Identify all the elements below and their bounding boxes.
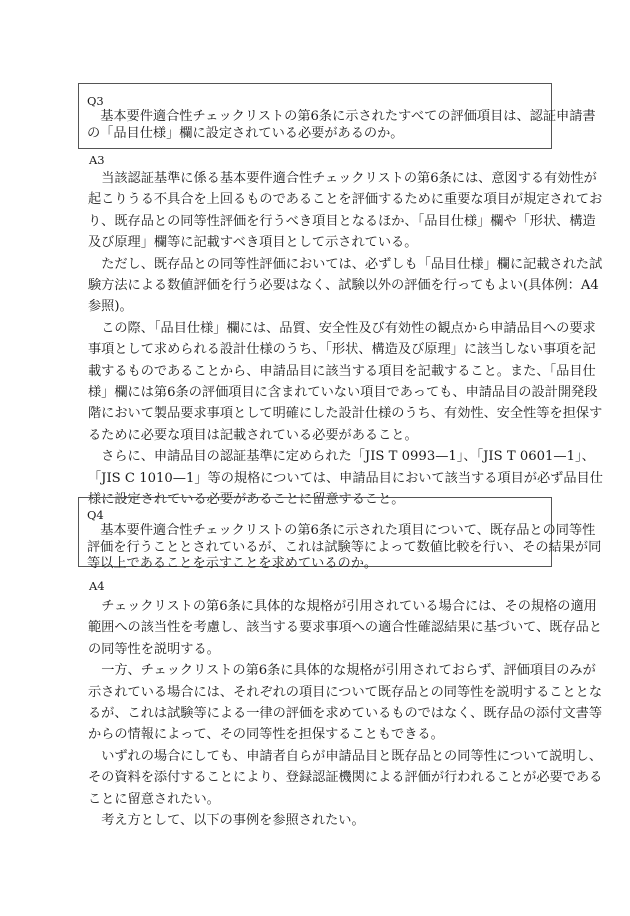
answer-text-a4 — [88, 596, 603, 831]
text-line: 等以上であることを示すことを求めているのか。 — [87, 556, 378, 571]
text-line: の「品目仕様」欄に設定されている必要があるのか。 — [87, 125, 404, 141]
text-line: 及び原理」欄等に記載すべき項目として示されている。 — [88, 235, 418, 251]
paragraph — [88, 254, 603, 318]
paragraph — [88, 596, 603, 660]
text-line: り、既存品との同等性評価を行うべき項目となるほか、「品目仕様」欄や「形状、構造 — [88, 213, 596, 229]
paragraph — [87, 109, 596, 142]
text-line: その資料を添付することにより、登録認証機関による評価が行われることが必要である — [88, 770, 603, 786]
text-line: ただし、既存品との同等性評価においては、必ずしも「品目仕様」欄に記載された試 — [101, 256, 603, 272]
text-line: 考え方として、以下の事例を参照されたい。 — [101, 813, 365, 829]
text-line: 様」欄には第6条の評価項目に含まれていない項目であっても、申請品目の設計開発段 — [88, 385, 598, 401]
text-line: さらに、申請品目の認証基準に定められた「JIS T 0993—1」、「JIS T 0601—1」、 — [101, 449, 595, 465]
text-line: この際、「品目仕様」欄には、品質、安全性及び有効性の観点から申請品目への要求 — [101, 320, 596, 336]
text-line: 験方法による数値評価を行う必要はなく、試験以外の評価を行ってもよい(具体例：A4 — [88, 278, 599, 294]
question-box-q3 — [78, 83, 596, 149]
text-line: の同等性を説明する。 — [88, 641, 220, 657]
text-line: いずれの場合にしても、申請者自らが申請品目と既存品との同等性について説明し、 — [101, 748, 603, 764]
question-label: Q3 — [87, 94, 104, 108]
text-line: からの情報によって、その同等性を担保することもできる。 — [88, 727, 444, 743]
paragraph — [87, 523, 602, 573]
text-line: ことに留意されたい。 — [88, 791, 220, 807]
answer-text-a3 — [88, 168, 603, 511]
text-line: 「JIS C 1010—1」等の規格については、申請品目において該当する項目が必ず品目仕 — [88, 470, 603, 486]
text-line: 様に設定されている必要があることに留意すること。 — [88, 492, 405, 508]
text-line: 階において製品要求事項として明確にした設計仕様のうち、有効性、安全性等を担保す — [88, 406, 603, 422]
text-line: 評価を行うこととされているが、これは試験等によって数値比較を行い、その結果が同 — [87, 539, 602, 555]
text-line: 起こりうる不具合を上回るものであることを評価するために重要な項目が規定されてお — [88, 192, 603, 208]
question-box-q4 — [78, 497, 602, 571]
paragraph — [88, 660, 603, 746]
text-line: 基本要件適合性チェックリストの第6条に示されたすべての評価項目は、認証申請書 — [100, 109, 596, 124]
text-line: るが、これは試験等による一律の評価を求めているものではなく、既存品の添付文書等 — [88, 706, 603, 722]
question-text — [87, 523, 602, 573]
text-line: 当該認証基準に係る基本要件適合性チェックリストの第6条には、意図する有効性が — [101, 171, 597, 186]
text-line: 範囲への該当性を考慮し、該当する要求事項への適合性確認結果に基づいて、既存品と — [88, 620, 603, 636]
paragraph — [88, 810, 553, 831]
paragraph — [88, 746, 603, 810]
answer-label: A3 — [89, 153, 105, 167]
question-text — [87, 109, 596, 142]
text-line: 参照)。 — [88, 299, 133, 315]
text-line: 一方、チェックリストの第6条に具体的な規格が引用されておらず、評価項目のみが — [101, 663, 596, 679]
paragraph — [88, 318, 603, 446]
question-label: Q4 — [87, 508, 104, 522]
text-line: 載するものであることから、申請品目に該当する項目を記載すること。また、「品目仕 — [88, 363, 596, 379]
text-line: 基本要件適合性チェックリストの第6条に示された項目について、既存品との同等性 — [100, 523, 596, 538]
answer-label: A4 — [89, 579, 105, 593]
text-line: チェックリストの第6条に具体的な規格が引用されている場合には、その規格の適用 — [101, 599, 597, 614]
text-line: 事項として求められる設計仕様のうち、「形状、構造及び原理」に該当しない事項を記 — [88, 342, 596, 358]
text-line: るために必要な項目は記載されている必要があること。 — [88, 427, 418, 443]
text-line: 示されている場合には、それぞれの項目について既存品との同等性を説明することとな — [88, 684, 603, 700]
paragraph — [88, 168, 603, 254]
